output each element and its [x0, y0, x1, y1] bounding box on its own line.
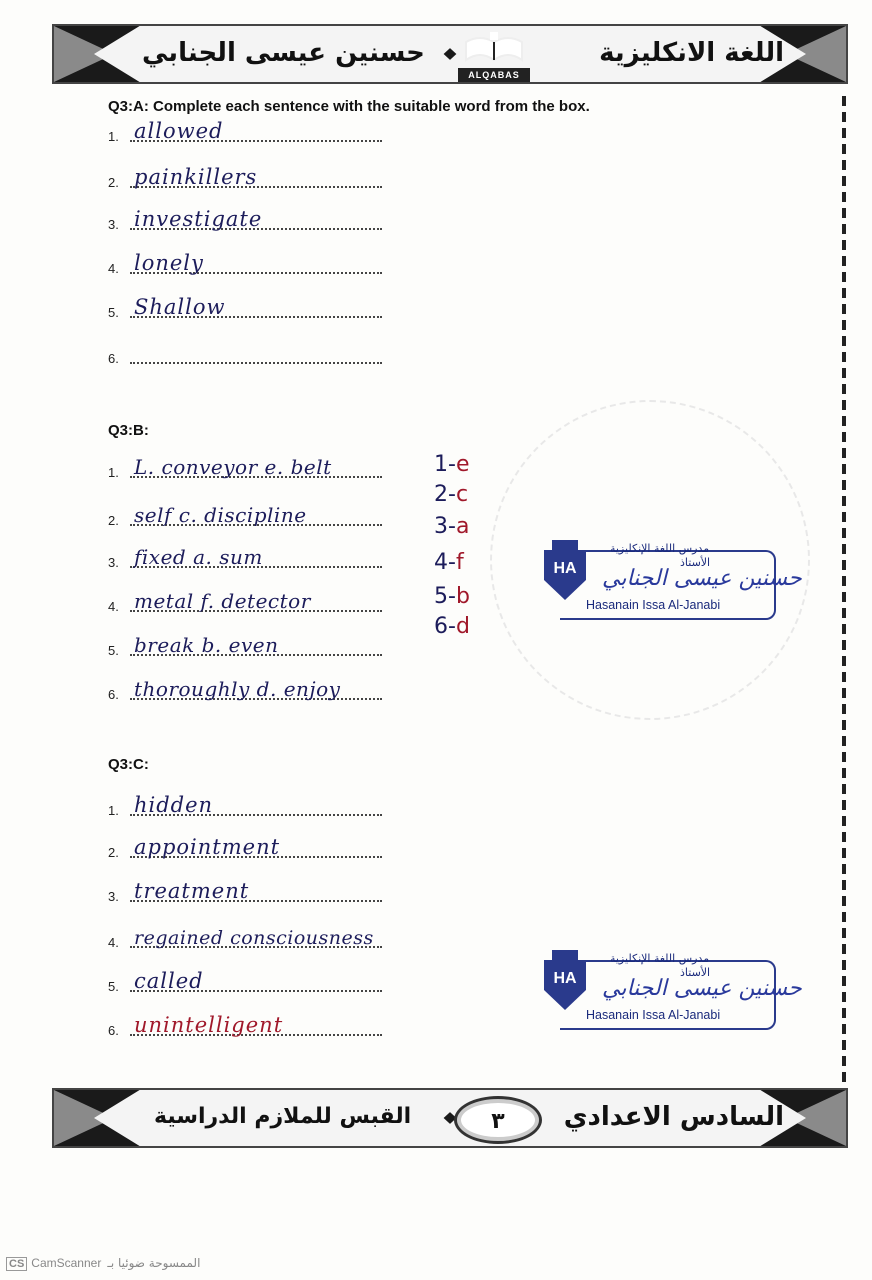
- section-b-row-5: [108, 630, 408, 660]
- stamp-prefix: الأستاذ: [680, 556, 711, 569]
- handwritten-answer: treatment: [134, 879, 250, 903]
- handwritten-answer: painkillers: [134, 165, 258, 189]
- section-c-row-1: [108, 790, 408, 820]
- row-number: 4.: [108, 261, 119, 276]
- handwritten-answer: appointment: [134, 835, 281, 859]
- stamp-title: مدرس اللغة الإنكليزية: [610, 542, 710, 555]
- match-3: [434, 514, 469, 539]
- handwritten-answer: unintelligent: [134, 1013, 284, 1037]
- stamp-english-name: Hasanain Issa Al-Janabi: [586, 1008, 721, 1022]
- section-b-row-4: [108, 586, 408, 616]
- row-number: 6.: [108, 1023, 119, 1038]
- section-b-row-1: [108, 452, 408, 482]
- section-a-label: Q3:A:: [108, 98, 149, 115]
- row-number: 5.: [108, 643, 119, 658]
- match-number: 6-: [434, 614, 456, 639]
- section-c-row-4: [108, 922, 438, 952]
- match-6: [434, 614, 470, 639]
- logo-label: ALQABAS: [458, 68, 530, 82]
- section-c-row-2: [108, 832, 408, 862]
- stamp-badge: HA: [553, 560, 577, 577]
- section-b-row-6: [108, 674, 408, 704]
- section-a-instruction: Complete each sentence with the suitable word from the box.: [148, 98, 590, 115]
- handwritten-answer: hidden: [134, 793, 214, 817]
- dotted-line: [130, 362, 382, 364]
- match-letter: b: [455, 584, 470, 609]
- row-number: 2.: [108, 845, 119, 860]
- handwritten-answer: break b. even: [134, 633, 279, 657]
- row-number: 3.: [108, 555, 119, 570]
- scanner-name: CamScanner: [31, 1256, 102, 1270]
- stamp-signature: حسنين عيسى الجنابي: [602, 566, 802, 591]
- match-letter: a: [455, 514, 470, 539]
- handwritten-answer: thoroughly d. enjoy: [134, 677, 341, 701]
- row-number: 5.: [108, 979, 119, 994]
- section-a-row-4: [108, 248, 408, 278]
- match-4: [434, 550, 464, 575]
- row-number: 6.: [108, 351, 119, 366]
- row-number: 6.: [108, 687, 119, 702]
- page-number-badge: [454, 1096, 542, 1144]
- section-a-row-2: [108, 162, 408, 192]
- handwritten-answer: self c. discipline: [134, 503, 307, 527]
- section-a-heading: [108, 98, 590, 115]
- section-a-row-6: [108, 338, 408, 368]
- section-c-heading: Q3:C:: [108, 756, 149, 773]
- row-number: 5.: [108, 305, 119, 320]
- footer-publisher: القبس للملازم الدراسية: [154, 1104, 412, 1129]
- stamp-title: مدرس اللغة الإنكليزية: [610, 952, 710, 965]
- stamp-signature: حسنين عيسى الجنابي: [602, 976, 802, 1001]
- scanner-watermark: [6, 1256, 200, 1271]
- handwritten-answer: investigate: [134, 207, 263, 231]
- section-a-row-1: [108, 116, 408, 146]
- stamp-english-name: Hasanain Issa Al-Janabi: [586, 598, 721, 612]
- teacher-stamp-1: [540, 540, 802, 626]
- row-number: 4.: [108, 935, 119, 950]
- book-icon: [446, 30, 542, 70]
- header-banner: [52, 24, 848, 84]
- header-subject: اللغة الانكليزية: [599, 38, 784, 68]
- section-c-row-6: [108, 1010, 408, 1040]
- stamp-badge: HA: [553, 970, 577, 987]
- section-b-row-2: [108, 500, 408, 530]
- match-number: 2-: [434, 482, 456, 507]
- section-c-row-5: [108, 966, 408, 996]
- match-number: 4-: [434, 550, 456, 575]
- section-a-row-3: [108, 204, 408, 234]
- match-letter: f: [455, 550, 464, 575]
- match-number: 1-: [434, 452, 456, 477]
- handwritten-answer: fixed a. sum: [134, 545, 263, 569]
- handwritten-answer: allowed: [134, 119, 224, 143]
- footer-grade: السادس الاعدادي: [563, 1102, 784, 1132]
- match-1: [434, 452, 469, 477]
- section-a-row-5: [108, 292, 408, 322]
- row-number: 1.: [108, 803, 119, 818]
- page-border-dashes: [842, 96, 846, 1092]
- row-number: 4.: [108, 599, 119, 614]
- page-number: ٣: [491, 1109, 505, 1134]
- row-number: 2.: [108, 175, 119, 190]
- match-number: 5-: [434, 584, 456, 609]
- row-number: 1.: [108, 465, 119, 480]
- stamp-prefix: الأستاذ: [680, 966, 711, 979]
- handwritten-answer: lonely: [134, 251, 204, 275]
- section-b-heading: Q3:B:: [108, 422, 149, 439]
- row-number: 1.: [108, 129, 119, 144]
- match-letter: c: [455, 482, 469, 507]
- handwritten-answer: Shallow: [134, 295, 226, 319]
- match-letter: d: [455, 614, 470, 639]
- section-c-row-3: [108, 876, 408, 906]
- graduation-cap-icon: [552, 540, 578, 550]
- handwritten-answer: regained consciousness: [134, 927, 374, 949]
- handwritten-answer: metal f. detector: [134, 589, 311, 613]
- camscanner-icon: CS: [6, 1257, 27, 1271]
- graduation-cap-icon: [552, 950, 578, 960]
- scanner-arabic: الممسوحة ضوئيا بـ: [107, 1256, 201, 1270]
- header-teacher-name: حسنين عيسى الجنابي: [142, 38, 425, 68]
- handwritten-answer: called: [134, 969, 204, 993]
- teacher-stamp-2: [540, 950, 802, 1036]
- handwritten-answer: L. conveyor e. belt: [134, 455, 332, 479]
- match-5: [434, 584, 470, 609]
- match-letter: e: [455, 452, 470, 477]
- match-number: 3-: [434, 514, 456, 539]
- alqabas-logo: [446, 30, 542, 82]
- section-b-row-3: [108, 542, 408, 572]
- footer-banner: [52, 1088, 848, 1148]
- match-2: [434, 482, 468, 507]
- row-number: 2.: [108, 513, 119, 528]
- row-number: 3.: [108, 889, 119, 904]
- row-number: 3.: [108, 217, 119, 232]
